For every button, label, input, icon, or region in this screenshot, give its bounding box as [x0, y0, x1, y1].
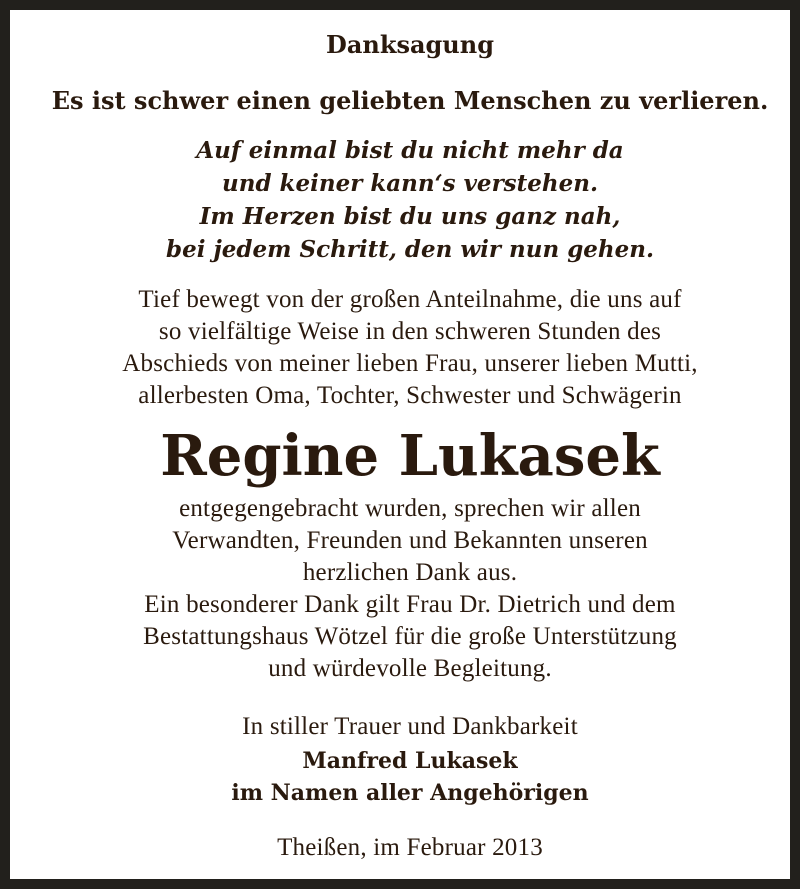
poem-line: Im Herzen bist du uns ganz nah,	[199, 203, 621, 230]
place-date: Theißen, im Februar 2013	[277, 834, 543, 861]
thanks-text-line: entgegengebracht wurden, sprechen wir allen	[179, 495, 641, 522]
notice-subheading: Es ist schwer einen geliebten Menschen zu verlieren.	[51, 86, 769, 115]
thanks-text-line: und würdevolle Begleitung.	[268, 655, 552, 682]
poem-line: bei jedem Schritt, den wir nun gehen.	[165, 236, 654, 263]
thanks-text-line: Bestattungshaus Wötzel für die große Unterstützung	[143, 623, 677, 650]
thanks-text-line: herzlichen Dank aus.	[302, 559, 518, 586]
poem-line: Auf einmal bist du nicht mehr da	[196, 137, 624, 164]
deceased-name: Regine Lukasek	[160, 423, 660, 489]
closing-line: In stiller Trauer und Dankbarkeit	[242, 713, 578, 740]
intro-text-line: allerbesten Oma, Tochter, Schwester und Schwägerin	[138, 382, 682, 409]
intro-text-line: Tief bewegt von der großen Anteilnahme, die uns auf	[138, 286, 682, 313]
intro-text-line: Abschieds von meiner lieben Frau, unserer lieben Mutti,	[122, 350, 698, 377]
notice-heading: Danksagung	[326, 30, 494, 59]
poem-line: und keiner kann‘s verstehen.	[222, 170, 598, 197]
signatory-name: Manfred Lukasek	[302, 748, 518, 774]
signatory-note: im Namen aller Angehörigen	[231, 780, 589, 806]
thanks-text-line: Ein besonderer Dank gilt Frau Dr. Dietrich und dem	[144, 591, 676, 618]
intro-text-line: so vielfältige Weise in den schweren Stunden des	[158, 318, 662, 345]
thanks-text-line: Verwandten, Freunden und Bekannten unseren	[172, 527, 648, 554]
